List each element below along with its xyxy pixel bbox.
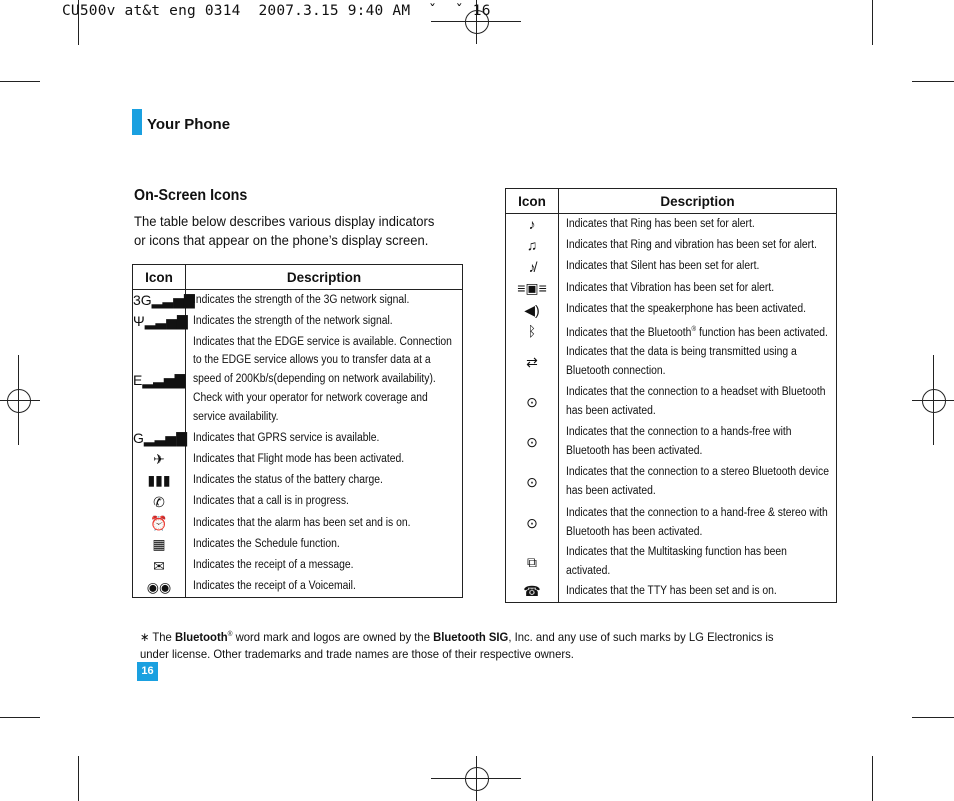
icon-column-header: Icon	[506, 189, 559, 214]
bluetooth-stereo-icon: ⊙	[526, 474, 538, 491]
description-cell	[559, 321, 837, 343]
icon-cell	[506, 278, 559, 299]
table-row	[133, 428, 463, 449]
icon-cell	[506, 422, 559, 462]
description-cell	[186, 534, 463, 555]
description-cell	[559, 502, 837, 543]
description-cell	[186, 491, 463, 513]
description-cell	[186, 449, 463, 470]
icon-cell	[133, 449, 186, 470]
table-row	[506, 321, 837, 343]
table-row	[133, 534, 463, 555]
description-text: Indicates that Ring and vibration has been set for alert.	[566, 238, 817, 251]
icon-cell	[506, 299, 559, 321]
table-row	[133, 290, 463, 311]
description-text: Indicates the receipt of a message.	[193, 559, 354, 572]
table-row	[133, 513, 463, 534]
icon-cell	[133, 555, 186, 577]
icons-table-right	[505, 188, 837, 603]
description-text: Indicates that a call is in progress.	[193, 495, 349, 508]
description-text: Indicates the receipt of a Voicemail.	[193, 580, 356, 593]
description-text: Indicates that the EDGE service is available. Connection to the EDGE service allows you to transfer data at a speed of 200Kb/s(depending on network availability). Check with your operator for network coverage and service availability.	[193, 335, 452, 423]
description-text: Indicates the Schedule function.	[193, 537, 340, 550]
table-row	[506, 235, 837, 256]
icon-cell	[506, 502, 559, 543]
table-row	[506, 502, 837, 543]
ring-icon: ♪	[528, 216, 536, 233]
table-row	[133, 555, 463, 577]
registration-line	[476, 756, 477, 801]
table-row	[506, 382, 837, 422]
table-row	[506, 299, 837, 321]
description-text: Indicates that the Multitasking function has been activated.	[566, 546, 787, 577]
footnote	[140, 626, 789, 663]
crop-mark	[872, 0, 873, 45]
description-text: Indicates that the data is being transmitted using a Bluetooth connection.	[566, 346, 797, 378]
description-cell	[186, 555, 463, 577]
description-cell	[559, 543, 837, 581]
description-text: Indicates that Vibration has been set for alert.	[566, 281, 775, 294]
signal-strength-icon: Ψ▂▃▅▇	[133, 313, 188, 329]
table-row	[506, 214, 837, 235]
description-cell	[559, 382, 837, 422]
footnote-text: , Inc. and any use of such marks by LG Electronics is under license. Other trademarks and trade names are those of their respective owners.	[140, 630, 774, 661]
section-title: Your Phone	[147, 116, 231, 133]
description-text: Indicates that the TTY has been set and is on.	[566, 585, 777, 598]
icons-table-left	[132, 264, 463, 598]
vibration-icon: ≡▣≡	[517, 280, 547, 296]
description-text: Indicates that GPRS service is available.	[193, 431, 380, 444]
table-row	[133, 470, 463, 491]
icon-cell	[506, 256, 559, 278]
crop-mark	[912, 717, 954, 718]
message-icon: ✉	[153, 557, 165, 574]
table-row	[506, 342, 837, 382]
alarm-icon: ⏰	[150, 515, 168, 531]
icon-cell	[506, 543, 559, 581]
icon-cell	[506, 581, 559, 603]
table-row	[133, 311, 463, 332]
registration-line	[18, 355, 19, 445]
description-text: Indicates the strength of the network signal.	[193, 314, 393, 327]
icon-cell	[133, 470, 186, 491]
description-text: Indicates that the alarm has been set and is on.	[193, 516, 411, 529]
battery-icon: ▮▮▮	[147, 472, 171, 488]
icon-cell	[506, 214, 559, 235]
footnote-sup: ®	[227, 631, 233, 638]
description-text: Indicates that Silent has been set for alert.	[566, 260, 760, 273]
schedule-icon: ▦	[152, 536, 166, 552]
gprs-icon: G▂▃▅▇	[133, 430, 187, 446]
3g-signal-icon: 3G▂▃▅▇	[133, 292, 195, 309]
registered-mark: ®	[691, 325, 697, 333]
description-cell	[186, 332, 463, 428]
section-bar	[132, 109, 142, 135]
footnote-text: The	[149, 630, 175, 644]
registration-target	[465, 767, 489, 791]
intro-text: The table below describes various display indicators or icons that appear on the phone’s display screen.	[134, 213, 435, 248]
crop-mark	[872, 756, 873, 801]
table-row	[133, 577, 463, 598]
icon-cell	[133, 577, 186, 598]
footnote-text: word mark and logos are owned by the	[232, 630, 434, 644]
icon-cell	[133, 311, 186, 332]
icon-cell	[133, 428, 186, 449]
flight-mode-icon: ✈	[153, 451, 165, 467]
description-cell	[559, 299, 837, 321]
description-cell	[186, 311, 463, 332]
multitasking-icon: ⧉	[527, 553, 537, 570]
bluetooth-icon: ᛒ	[527, 323, 537, 340]
table-row	[506, 422, 837, 462]
footnote-bold: Bluetooth SIG	[433, 630, 509, 644]
silent-icon: ♪̸	[528, 258, 536, 275]
description-text: Indicates the strength of the 3G network signal.	[193, 293, 410, 306]
call-icon: ✆	[153, 493, 165, 510]
icon-column-header: Icon	[133, 265, 186, 290]
description-cell	[559, 278, 837, 299]
description-cell	[559, 462, 837, 502]
crop-mark	[0, 717, 40, 718]
crop-mark	[78, 756, 79, 801]
bluetooth-data-icon: ⇄	[526, 354, 538, 371]
description-text: Indicates that Ring has been set for alert.	[566, 217, 755, 230]
icon-cell	[506, 321, 559, 343]
icon-cell	[133, 290, 195, 311]
registration-line	[933, 355, 934, 445]
description-cell	[186, 577, 463, 598]
icon-cell	[133, 513, 186, 534]
icon-cell	[133, 332, 186, 428]
table-row	[133, 449, 463, 470]
registration-target	[7, 389, 31, 413]
footnote-asterisk: ∗	[140, 630, 150, 644]
description-cell	[559, 422, 837, 462]
edge-icon: E▂▃▅▇	[133, 371, 186, 388]
description-text	[566, 321, 832, 343]
bluetooth-headset-icon: ⊙	[526, 394, 538, 411]
table-row	[133, 491, 463, 513]
speakerphone-icon: ◀)	[524, 301, 540, 318]
icon-cell	[506, 462, 559, 502]
table-row	[133, 332, 463, 428]
description-cell	[186, 470, 463, 491]
description-text: Indicates that the speakerphone has been activated.	[566, 303, 806, 316]
icon-cell	[506, 342, 559, 382]
description-text: Indicates that the connection to a stereo Bluetooth device has been activated.	[566, 466, 829, 498]
icon-cell	[506, 235, 559, 256]
icon-cell	[133, 491, 186, 513]
description-column-header: Description	[559, 189, 837, 214]
description-cell	[559, 235, 837, 256]
description-cell	[559, 214, 837, 235]
description-cell	[186, 290, 463, 311]
description-text: Indicates that the connection to a hands-free with Bluetooth has been activated.	[566, 426, 792, 458]
icon-cell	[133, 534, 186, 555]
description-cell	[559, 256, 837, 278]
icon-cell	[506, 382, 559, 422]
registration-target	[922, 389, 946, 413]
ring-vibration-icon: ♫	[526, 237, 538, 253]
page-number: 16	[137, 662, 158, 681]
table-row	[506, 581, 837, 603]
table-row	[506, 543, 837, 581]
description-text: Indicates that the connection to a hand-free & stereo with Bluetooth has been activated.	[566, 506, 828, 538]
description-cell	[559, 581, 837, 603]
registration-line	[0, 400, 40, 401]
description-text: Indicates that the connection to a headset with Bluetooth has been activated.	[566, 386, 826, 418]
description-text: Indicates the status of the battery charge.	[193, 473, 383, 486]
footnote-bold: Bluetooth	[174, 630, 228, 644]
page-heading: On-Screen Icons	[134, 187, 248, 204]
description-part: Indicates that the Bluetooth	[566, 326, 692, 339]
description-part: function has been activated.	[696, 326, 828, 339]
print-slug: CU500v at&t eng 0314 2007.3.15 9:40 AM ˇ ˇ 16	[62, 3, 491, 19]
description-cell	[186, 513, 463, 534]
table-row	[506, 462, 837, 502]
table-row	[506, 278, 837, 299]
bluetooth-handsfree-icon: ⊙	[526, 434, 538, 451]
bluetooth-handsfree-stereo-icon: ⊙	[526, 514, 538, 531]
tty-icon: ☎	[523, 583, 541, 600]
crop-mark	[0, 81, 40, 82]
description-column-header: Description	[186, 265, 463, 290]
table-row	[506, 256, 837, 278]
description-text: Indicates that Flight mode has been activated.	[193, 452, 405, 465]
description-cell	[559, 342, 837, 382]
crop-mark	[912, 81, 954, 82]
description-cell	[186, 428, 463, 449]
voicemail-icon: ◉◉	[146, 578, 172, 595]
